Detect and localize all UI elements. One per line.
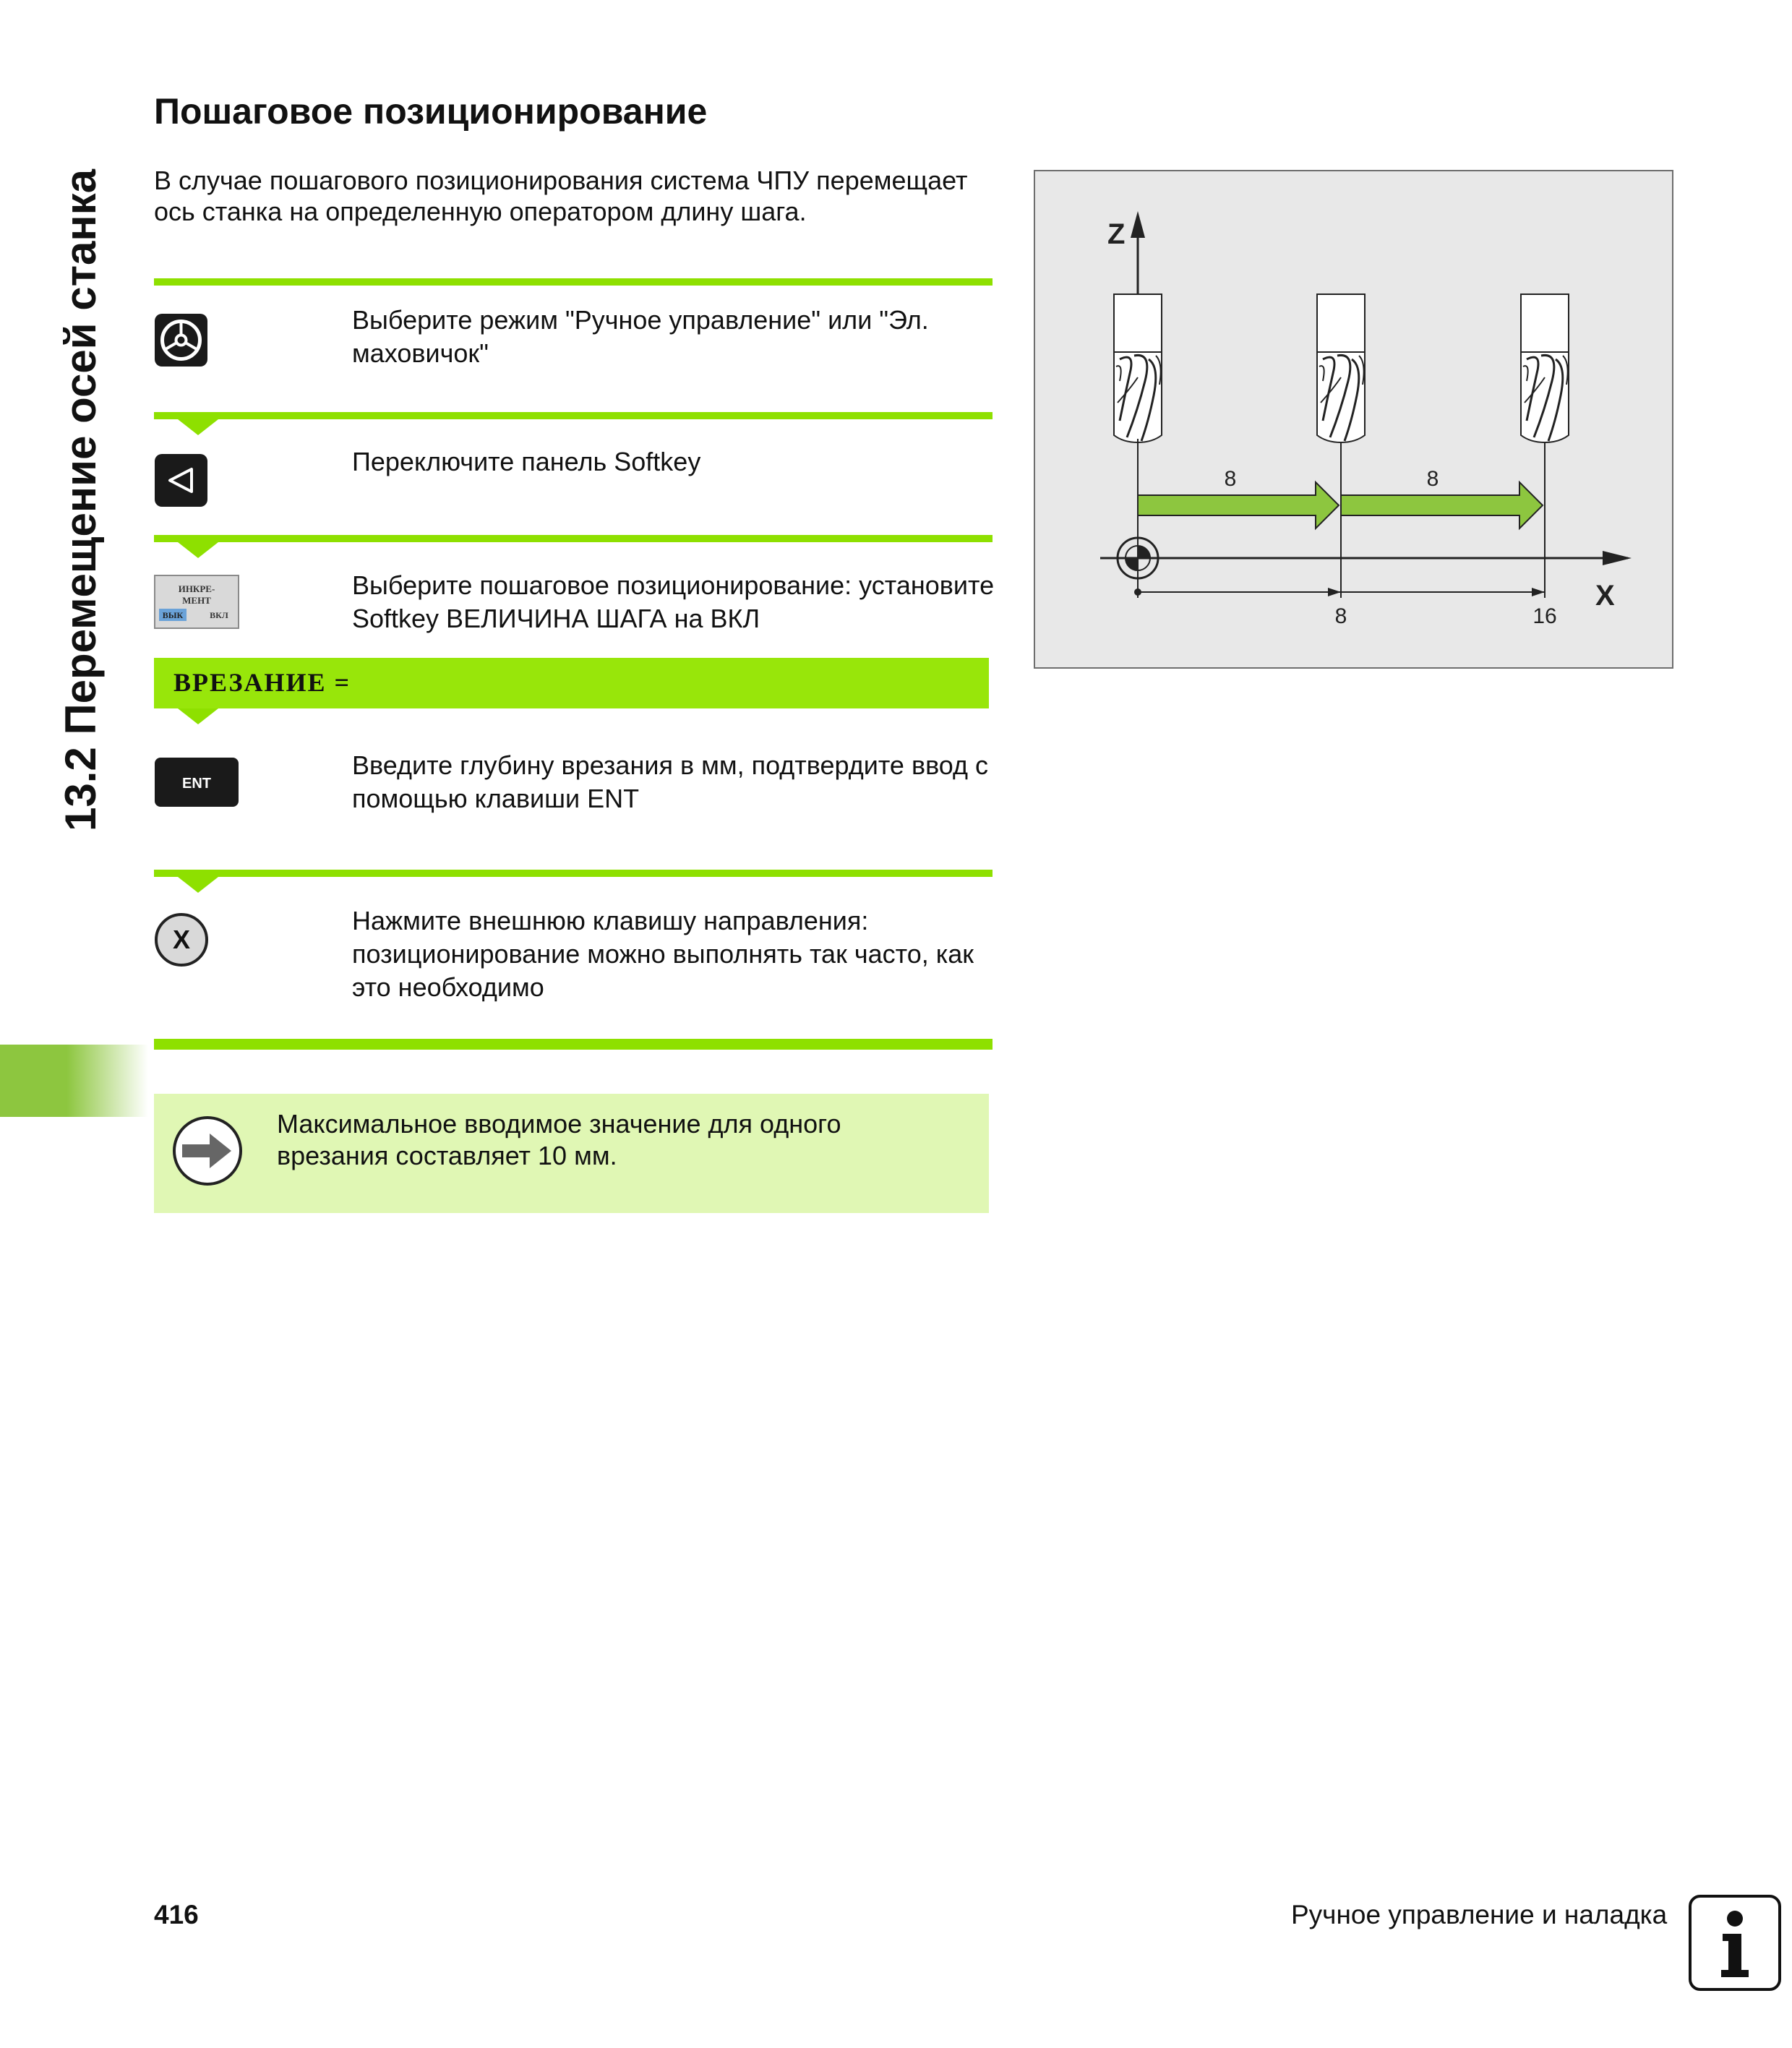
- step-arrow-marker: [178, 419, 218, 435]
- step-length-label: 8: [1224, 467, 1237, 491]
- step-arrow: [1341, 482, 1543, 528]
- svg-text:ВКЛ: ВКЛ: [210, 610, 228, 620]
- step-arrow: [1138, 482, 1339, 528]
- increment-softkey-icon: [154, 575, 239, 633]
- softkey-switch-key-icon: [154, 453, 208, 511]
- info-icon[interactable]: [1688, 1894, 1782, 1995]
- z-axis-label: Z: [1107, 218, 1126, 250]
- x-axis-label: X: [1595, 580, 1615, 612]
- step-arrow-marker: [178, 542, 218, 558]
- chapter-footer: Ручное управление и наладка: [1291, 1900, 1668, 1929]
- svg-text:МЕНТ: МЕНТ: [182, 595, 211, 606]
- svg-text:ENT: ENT: [182, 776, 211, 792]
- step-text: Нажмите внешнюю клавишу направления: позиционирование можно выполнять так часто, как это необходимо: [352, 906, 974, 1002]
- x-axis-key-icon: [154, 912, 209, 971]
- intro-paragraph: В случае пошагового позиционирования система ЧПУ перемещает ось станка на определенную оператором длину шага.: [154, 166, 968, 226]
- ent-key-icon: [154, 757, 239, 811]
- step-text: Введите глубину врезания в мм, подтвердите ввод с помощью клавиши ENT: [352, 750, 989, 813]
- x-axis-arrow: [1603, 551, 1632, 565]
- input-prompt-bar: [154, 658, 989, 708]
- arrow-right-icon: [172, 1115, 243, 1190]
- step-length-label: 8: [1426, 467, 1439, 491]
- step-divider: [154, 278, 993, 286]
- step-text: Переключите панель Softkey: [352, 447, 701, 476]
- cutter-tool-icon: [1114, 294, 1162, 442]
- incremental-positioning-diagram: [1034, 170, 1673, 669]
- note-text: Максимальное вводимое значение для одного врезания составляет 10 мм.: [277, 1109, 841, 1170]
- step-divider: [154, 412, 993, 419]
- note-box: [154, 1094, 989, 1213]
- position-label: 16: [1532, 604, 1557, 628]
- page-number: 416: [154, 1900, 199, 1929]
- step-text: Выберите пошаговое позиционирование: установите Softkey ВЕЛИЧИНА ШАГА на ВКЛ: [352, 570, 995, 633]
- page-heading: Пошаговое позиционирование: [154, 91, 708, 132]
- section-end-divider: [154, 1039, 993, 1050]
- input-prompt-label: ВРЕЗАНИЕ =: [173, 668, 351, 697]
- cutter-tool-icon: [1521, 294, 1569, 442]
- step-divider: [154, 870, 993, 877]
- handwheel-key-icon: [154, 313, 208, 371]
- cutter-tool-icon: [1317, 294, 1365, 442]
- svg-text:ИНКРЕ-: ИНКРЕ-: [178, 583, 215, 594]
- step-text: Выберите режим "Ручное управление" или "Эл. маховичок": [352, 305, 929, 368]
- step-arrow-marker: [178, 708, 218, 724]
- step-divider: [154, 535, 993, 542]
- position-label: 8: [1334, 604, 1347, 628]
- svg-text:ВЫК: ВЫК: [162, 610, 184, 620]
- svg-text:X: X: [172, 925, 191, 954]
- z-axis-arrow: [1131, 211, 1145, 238]
- step-arrow-marker: [178, 877, 218, 893]
- chapter-tab-marker: [0, 1045, 148, 1117]
- section-title: 13.2 Перемещение осей станка: [56, 169, 105, 831]
